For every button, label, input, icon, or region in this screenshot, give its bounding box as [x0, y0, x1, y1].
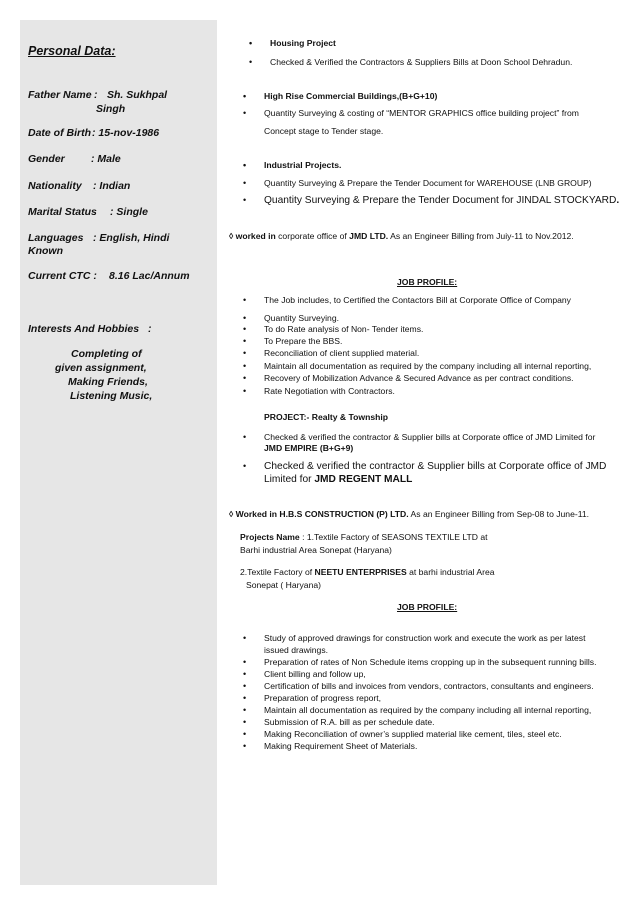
hobby-item: given assignment,	[55, 362, 147, 374]
housing-project-title: • Housing Project	[270, 38, 336, 49]
hbs-duty: • Submission of R.A. bill as per schedule date.	[264, 717, 435, 728]
father-name-value: Sh. Sukhpal	[107, 89, 168, 101]
nationality-value: : Indian	[93, 180, 131, 192]
jmd-rest: As an Engineer Billing from Juiy-11 to Nov.2012.	[388, 231, 574, 241]
hbs-duty: • Client billing and follow up,	[264, 669, 366, 680]
hbs-project2-post: at barhi industrial Area	[406, 567, 495, 577]
hobbies-title: Interests And Hobbies	[28, 323, 140, 335]
father-name-value-2: Singh	[96, 103, 126, 115]
dob-value: : 15-nov-1986	[92, 127, 160, 139]
personal-data-title: Personal Data:	[28, 44, 116, 58]
industrial-desc: • Quantity Surveying & Prepare the Tender Document for WAREHOUSE (LNB GROUP)	[264, 178, 592, 189]
hobby-item: Completing of	[71, 348, 142, 360]
hbs-project2-pre: 2.Textile Factory of	[240, 567, 315, 577]
hobbies-colon: :	[148, 323, 152, 335]
hbs-duty: • Making Reconciliation of owner’s supplied material like cement, tiles, steel etc.	[264, 729, 562, 740]
ctc-value: 8.16 Lac/Annum	[109, 270, 190, 282]
jmd-project-label: PROJECT:	[264, 412, 307, 422]
ctc-label: Current CTC :	[28, 270, 97, 282]
hbs-project2-location: Sonepat ( Haryana)	[246, 580, 321, 590]
father-name-label: Father Name	[28, 89, 92, 101]
gender-label: Gender	[28, 153, 65, 165]
hbs-project2-company: NEETU ENTERPRISES	[314, 567, 407, 577]
hbs-duty: • Preparation of rates of Non Schedule items cropping up in the subsequent running bills.	[264, 657, 597, 668]
jmd-project-line	[264, 412, 388, 423]
languages-value: : English, Hindi	[93, 232, 170, 244]
jmd-mall-desc: • Checked & verified the contractor & Supplier bills at Corporate office of JMD	[264, 461, 606, 472]
jmd-duty: • Maintain all documentation as required by the company including all internal reporting,	[264, 361, 591, 372]
hbs-duty-cont: issued drawings.	[264, 645, 329, 655]
jindal-desc-text: Quantity Surveying & Prepare the Tender Document for JINDAL STOCKYARD	[264, 195, 617, 206]
marital-status-label: Marital Status	[28, 206, 97, 218]
jmd-duty: • Rate Negotiation with Contractors.	[264, 386, 395, 397]
jmd-duty: • To Prepare the BBS.	[264, 336, 342, 347]
jmd-mall-name: JMD REGENT MALL	[314, 474, 413, 485]
hbs-duty: • Preparation of progress report,	[264, 693, 381, 704]
dob-label: Date of Birth	[28, 127, 91, 139]
jmd-duty: • Reconciliation of client supplied material.	[264, 348, 419, 359]
hbs-duty: • Making Requirement Sheet of Materials.	[264, 741, 417, 752]
jmd-duty: • Quantity Surveying.	[264, 313, 339, 324]
jindal-desc-dot: .	[616, 195, 620, 206]
hbs-duty: • Maintain all documentation as required by the company including all internal reporting,	[264, 705, 591, 716]
hbs-project1: : 1.Textile Factory of SEASONS TEXTILE LTD at	[299, 532, 488, 542]
jmd-duty: • Recovery of Mobilization Advance & Secured Advance as per contract conditions.	[264, 373, 574, 384]
highrise-desc: • Quantity Surveying & costing of “MENTOR GRAPHICS office building project” from	[264, 108, 579, 119]
industrial-title: • Industrial Projects.	[264, 160, 341, 171]
jmd-prefix: ◊ worked in	[229, 231, 276, 241]
jmd-empire-name: JMD EMPIRE (B+G+9)	[264, 443, 354, 453]
hbs-project1-line	[240, 532, 488, 543]
hbs-employment-line	[229, 509, 589, 520]
hobby-item: Listening Music,	[70, 390, 153, 402]
jmd-duty: • To do Rate analysis of Non- Tender items.	[264, 324, 423, 335]
hbs-projects-label: Projects Name	[240, 532, 300, 542]
jmd-job-profile-heading: JOB PROFILE:	[397, 277, 458, 287]
jmd-mall-line-2	[264, 474, 412, 485]
hobby-item: Making Friends,	[68, 376, 148, 388]
marital-status-value: : Single	[110, 206, 148, 218]
hbs-job-profile-heading: JOB PROFILE:	[397, 602, 458, 612]
jmd-employment-line	[229, 231, 574, 242]
jmd-empire-desc: • Checked & verified the contractor & Supplier bills at Corporate office of JMD Limited for	[264, 432, 595, 443]
jindal-desc	[264, 195, 619, 206]
jmd-mid: corporate office of	[275, 231, 350, 241]
jmd-mall-desc-2: Limited for	[264, 474, 315, 485]
housing-project-desc: • Checked & Verified the Contractors & Suppliers Bills at Doon School Dehradun.	[270, 57, 572, 68]
hbs-project2-line	[240, 567, 495, 578]
hbs-project1-location: Barhi industrial Area Sonepat (Haryana)	[240, 545, 392, 555]
hbs-duty: • Certification of bills and invoices from vendors, contractors, consultants and engineers.	[264, 681, 594, 692]
jmd-company: JMD LTD.	[349, 231, 389, 241]
gender-value: : Male	[91, 153, 121, 165]
highrise-title: • High Rise Commercial Buildings,(B+G+10)	[264, 91, 437, 102]
hbs-prefix: ◊ Worked in H.B.S CONSTRUCTION (P) LTD.	[229, 509, 409, 519]
jmd-project-value: - Realty & Township	[306, 412, 388, 422]
father-name-colon: :	[94, 89, 98, 101]
hbs-rest: As an Engineer Billing from Sep-08 to June-11.	[408, 509, 590, 519]
languages-label-2: Known	[28, 245, 63, 257]
jmd-duty: • The Job includes, to Certified the Contactors Bill at Corporate Office of Company	[264, 295, 571, 306]
highrise-desc-2: Concept stage to Tender stage.	[264, 126, 384, 136]
nationality-label: Nationality	[28, 180, 82, 192]
hbs-duty: • Study of approved drawings for construction work and execute the work as per latest	[264, 633, 585, 644]
languages-label: Languages	[28, 232, 84, 244]
